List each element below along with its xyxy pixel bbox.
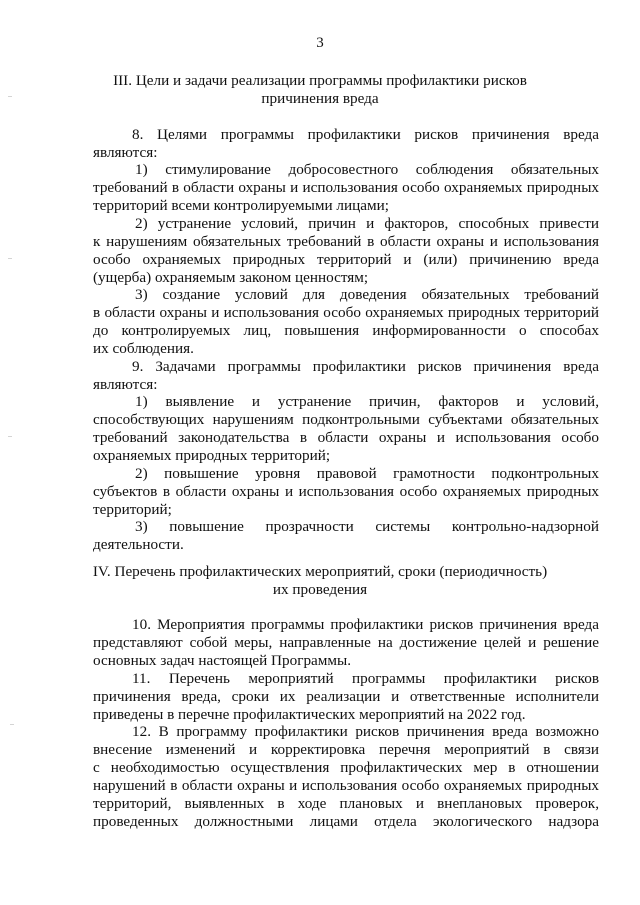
list-item-line: 2) повышение уровня правовой грамотности подконтрольных	[135, 465, 599, 482]
paragraph-line: особо охраняемых природных территорий и (или) причинению вреда	[93, 251, 599, 268]
scan-mark	[8, 258, 12, 259]
paragraph-line: 12. В программу профилактики рисков причинения вреда возможно	[132, 723, 599, 740]
paragraph-line: с необходимостью осуществления профилактических мер в отношении	[93, 759, 599, 776]
paragraph-line: способствующих нарушениям подконтрольными субъектами обязательных	[93, 411, 599, 428]
paragraph-line: нарушений в области охраны и использования особо охраняемых природных	[93, 777, 599, 794]
page-number: 3	[316, 35, 324, 51]
paragraph-line: причинения вреда, сроки их реализации и ответственные исполнители	[93, 688, 599, 705]
paragraph-line: деятельности.	[93, 536, 184, 553]
paragraph-line: территорий;	[93, 501, 172, 518]
scan-mark	[8, 436, 12, 437]
paragraph-line: территорий, выявленных в ходе плановых и внеплановых проверок,	[93, 795, 599, 812]
paragraph-line: представляют собой меры, направленные на достижение целей и решение	[93, 634, 599, 651]
section-4-heading-line-1: IV. Перечень профилактических мероприятий, сроки (периодичность)	[92, 563, 548, 580]
paragraph-line: субъектов в области охраны и использования особо охраняемых природных	[93, 483, 599, 500]
section-3-heading-line-2: причинения вреда	[261, 90, 379, 107]
paragraph-line: 8. Целями программы профилактики рисков причинения вреда	[132, 126, 599, 143]
paragraph-line: территорий всеми контролируемыми лицами;	[93, 197, 389, 214]
paragraph-line: приведены в перечне профилактических мероприятий на 2022 год.	[93, 706, 526, 723]
list-item-line: 1) стимулирование добросовестного соблюдения обязательных	[135, 161, 599, 178]
paragraph-line: их соблюдения.	[93, 340, 194, 357]
paragraph-line: 9. Задачами программы профилактики рисков причинения вреда	[132, 358, 599, 375]
paragraph-line: охраняемых природных территорий;	[93, 447, 331, 464]
paragraph-line: являются:	[93, 376, 158, 393]
list-item-line: 3) повышение прозрачности системы контрольно-надзорной	[135, 518, 599, 535]
scan-mark	[8, 96, 12, 97]
list-item-line: 2) устранение условий, причин и факторов, способных привести	[135, 215, 599, 232]
paragraph-line: внесение изменений и корректировка перечня мероприятий в связи	[93, 741, 599, 758]
paragraph-line: требований законодательства в области охраны и использования особо	[93, 429, 599, 446]
paragraph-line: (ущерба) охраняемым законом ценностям;	[93, 269, 369, 286]
scan-mark	[10, 724, 14, 725]
list-item-line: 1) выявление и устранение причин, факторов и условий,	[135, 393, 599, 410]
paragraph-line: являются:	[93, 144, 158, 161]
paragraph-line: 10. Мероприятия программы профилактики рисков причинения вреда	[132, 616, 599, 633]
section-3-heading-line-1: III. Цели и задачи реализации программы профилактики рисков	[113, 72, 527, 89]
paragraph-line: к нарушениям обязательных требований в области охраны и использования	[93, 233, 599, 250]
paragraph-line: проведенных должностными лицами отдела экологического надзора	[93, 813, 599, 830]
paragraph-line: до контролируемых лиц, повышения информированности о способах	[93, 322, 599, 339]
paragraph-line: основных задач настоящей Программы.	[93, 652, 352, 669]
section-4-heading-line-2: их проведения	[272, 581, 368, 598]
list-item-line: 3) создание условий для доведения обязательных требований	[135, 286, 599, 303]
paragraph-line: требований в области охраны и использования особо охраняемых природных	[93, 179, 599, 196]
paragraph-line: в области охраны и использования особо охраняемых природных территорий	[93, 304, 599, 321]
paragraph-line: 11. Перечень мероприятий программы профилактики рисков	[132, 670, 599, 687]
